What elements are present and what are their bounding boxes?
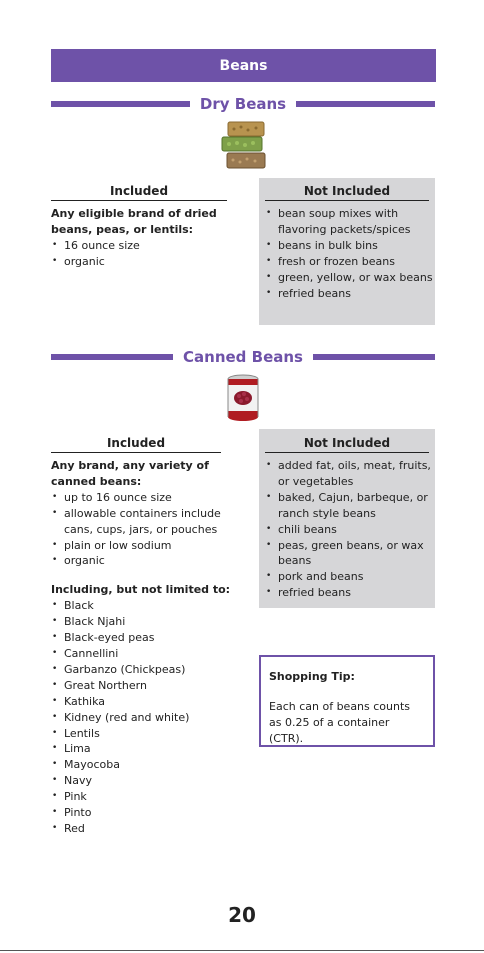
list-item: • baked, Cajun, barbeque, or ranch style beans [265, 490, 433, 522]
list-item: • Great Northern [51, 678, 237, 694]
list-item: • bean soup mixes with flavoring packets/spices [265, 206, 433, 238]
list-item: • Lima [51, 741, 237, 757]
canned-included-intro: Any brand, any variety of canned beans: [51, 459, 209, 488]
list-item: • Pink [51, 789, 237, 805]
list-item: • pork and beans [265, 569, 433, 585]
shopping-tip-box [259, 655, 435, 747]
canned-not-included-heading: Not Included [265, 436, 429, 453]
page-number: 20 [228, 903, 256, 927]
list-item: • Kidney (red and white) [51, 710, 237, 726]
dry-included-intro: Any eligible brand of dried beans, peas, or lentils: [51, 207, 217, 236]
dry-not-included-block [265, 206, 433, 301]
list-item: • allowable containers include cans, cups, jars, or pouches [51, 506, 237, 538]
dry-included-block [51, 206, 231, 270]
list-item: • refried beans [265, 585, 433, 601]
dry-included-heading: Included [51, 184, 227, 201]
heading-rule-right [296, 101, 435, 107]
canned-not-included-list [265, 458, 433, 601]
canned-beans-icon [226, 373, 260, 423]
canned-beans-heading [51, 346, 435, 368]
canned-beans-title: Canned Beans [183, 348, 303, 366]
list-item: • beans in bulk bins [265, 238, 433, 254]
dry-not-included-heading: Not Included [265, 184, 429, 201]
list-item: • Garbanzo (Chickpeas) [51, 662, 237, 678]
list-item: • Pinto [51, 805, 237, 821]
list-item: • added fat, oils, meat, fruits, or vegetables [265, 458, 433, 490]
list-item: • peas, green beans, or wax beans [265, 538, 433, 570]
list-item: • Kathika [51, 694, 237, 710]
dry-not-included-list [265, 206, 433, 301]
list-item: • green, yellow, or wax beans [265, 270, 433, 286]
canned-not-included-block [265, 458, 433, 601]
varieties-intro: Including, but not limited to: [51, 583, 231, 597]
dried-beans-bags-icon [221, 120, 267, 170]
list-item: • Black Njahi [51, 614, 237, 630]
list-item: • fresh or frozen beans [265, 254, 433, 270]
footer-rule [0, 950, 484, 951]
list-item: • Mayocoba [51, 757, 237, 773]
list-item: • 16 ounce size [51, 238, 231, 254]
list-item: • Cannellini [51, 646, 237, 662]
list-item: • up to 16 ounce size [51, 490, 237, 506]
list-item: • refried beans [265, 286, 433, 302]
page-title: Beans [219, 57, 268, 74]
shopping-tip-body: Each can of beans counts as 0.25 of a container (CTR). [269, 700, 411, 745]
list-item: • Black-eyed peas [51, 630, 237, 646]
varieties-list [51, 598, 237, 837]
dry-included-list [51, 238, 231, 270]
list-item: • Red [51, 821, 237, 837]
list-item: • organic [51, 254, 231, 270]
canned-included-block [51, 458, 237, 837]
list-item: • Navy [51, 773, 237, 789]
list-item: • Lentils [51, 726, 237, 742]
canned-included-list [51, 490, 237, 570]
shopping-tip-title: Shopping Tip: [269, 670, 355, 683]
heading-rule-right [313, 354, 435, 360]
dry-beans-heading [51, 93, 435, 115]
heading-rule-left [51, 101, 190, 107]
list-item: • chili beans [265, 522, 433, 538]
canned-included-heading: Included [51, 436, 221, 453]
list-item: • Black [51, 598, 237, 614]
list-item: • plain or low sodium [51, 538, 237, 554]
heading-rule-left [51, 354, 173, 360]
page-title-bar [51, 49, 436, 82]
list-item: • organic [51, 553, 237, 569]
dry-beans-title: Dry Beans [199, 95, 287, 113]
